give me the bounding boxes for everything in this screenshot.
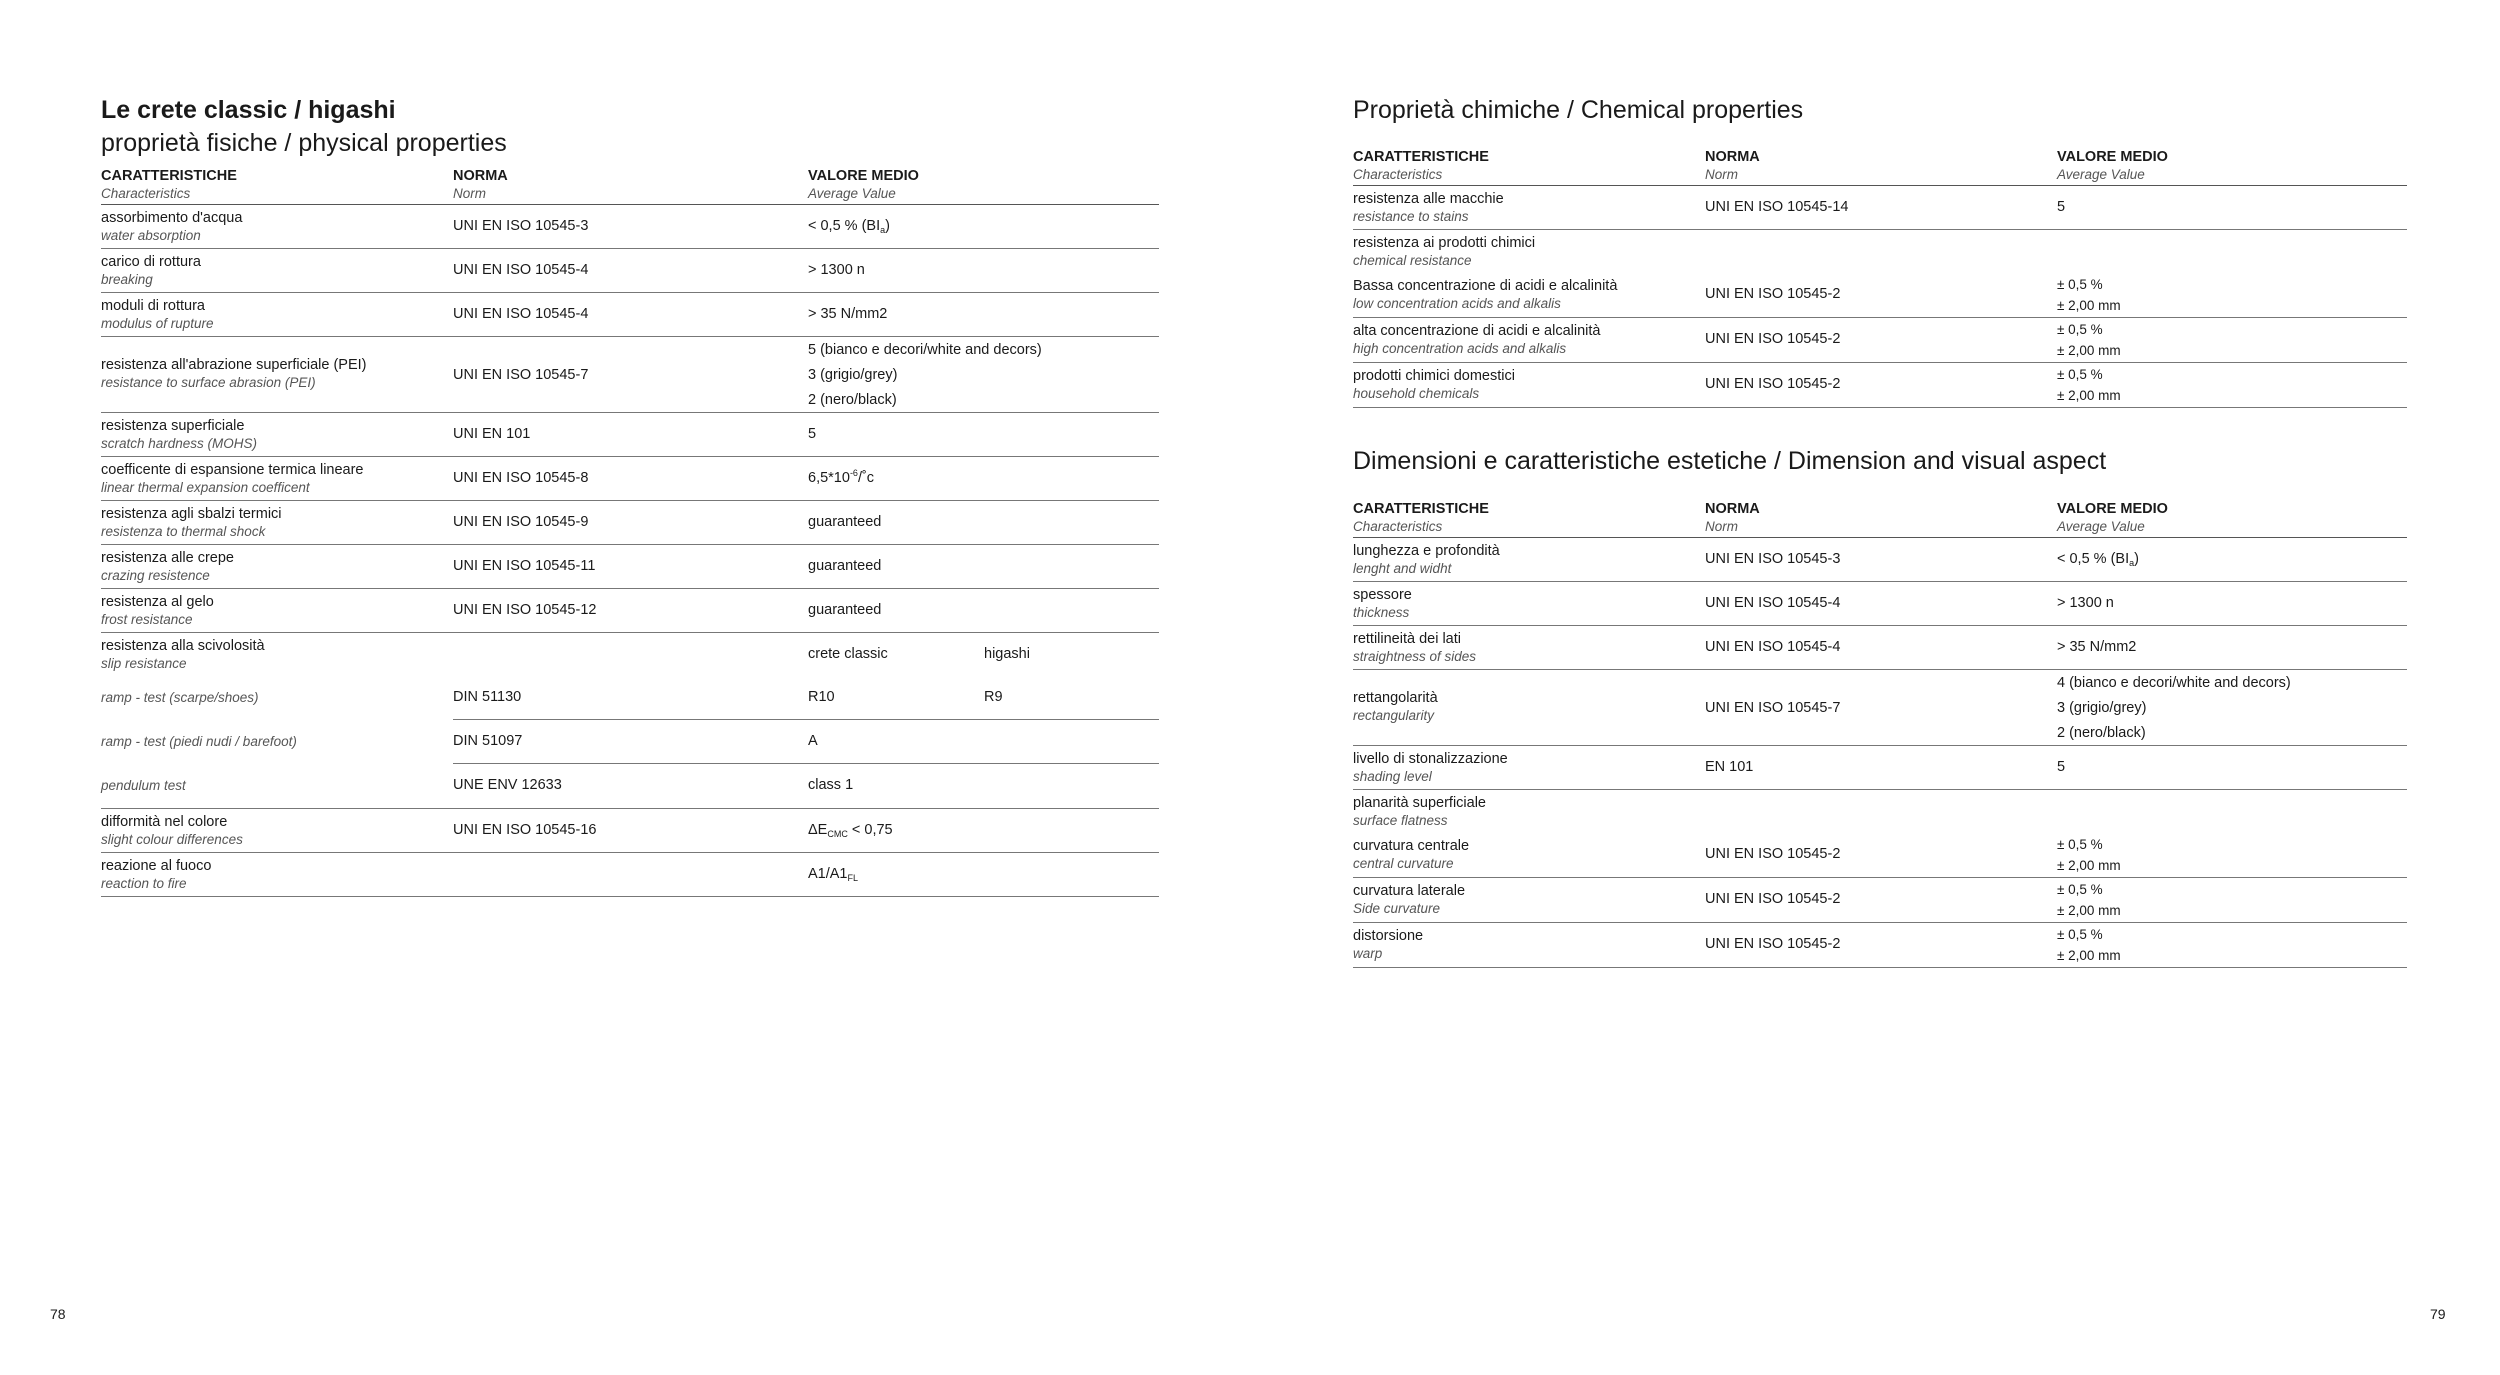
page-number-left: 78 xyxy=(50,1306,66,1322)
physical-properties-table xyxy=(101,166,1159,897)
table-header xyxy=(1353,147,2407,186)
row-norm: UNI EN ISO 10545-14 xyxy=(1705,199,1849,215)
table-row xyxy=(101,853,1159,897)
table-row xyxy=(1353,670,2407,746)
row-norm: UNI EN ISO 10545-12 xyxy=(453,602,597,618)
row-label-en: Side curvature xyxy=(1353,901,1441,916)
dimension-table xyxy=(1353,499,2407,968)
table-row xyxy=(1353,186,2407,230)
header-value-en: Average Value xyxy=(2057,167,2145,182)
row-label: curvatura centrale xyxy=(1353,838,1470,854)
row-label-en: reaction to fire xyxy=(101,876,187,891)
header-characteristics-en: Characteristics xyxy=(1353,519,1443,534)
row-label-en: modulus of rupture xyxy=(101,316,214,331)
row-label: difformità nel colore xyxy=(101,814,228,830)
header-characteristics: CARATTERISTICHE xyxy=(1353,501,1489,517)
row-value: $\Delta E_{CMC} < 0,75$ xyxy=(808,822,893,839)
chemical-group-row xyxy=(1353,230,2407,273)
row-label-en: ramp - test (scarpe/shoes) xyxy=(101,690,259,705)
row-value: R9 xyxy=(984,689,1003,705)
row-norm: UNI EN ISO 10545-2 xyxy=(1705,331,1841,347)
header-characteristics: CARATTERISTICHE xyxy=(101,168,237,184)
row-value: < 0,5 % $(BI_a)$ xyxy=(808,218,890,235)
row-value: ± 2,00 mm xyxy=(2057,858,2121,873)
row-label-en: high concentration acids and alkalis xyxy=(1353,341,1567,356)
row-value-list xyxy=(2057,834,2121,876)
row-norm: UNI EN ISO 10545-4 xyxy=(453,262,589,278)
row-label: coefficente di espansione termica lineare xyxy=(101,462,364,478)
row-label-en: rectangularity xyxy=(1353,708,1435,723)
table-row xyxy=(101,764,1159,809)
row-norm: UNI EN ISO 10545-2 xyxy=(1705,286,1841,302)
table-row xyxy=(101,293,1159,337)
row-label: moduli di rottura xyxy=(101,298,205,314)
row-value: 4 (bianco e decori/white and decors) xyxy=(2057,675,2291,691)
row-label: resistenza agli sbalzi termici xyxy=(101,506,282,522)
row-value: > 1300 n xyxy=(2057,595,2114,611)
chemical-properties-table xyxy=(1353,147,2407,408)
table-header xyxy=(1353,499,2407,538)
header-norm-en: Norm xyxy=(453,186,486,201)
row-label-en: breaking xyxy=(101,272,153,287)
row-norm: UNI EN ISO 10545-2 xyxy=(1705,376,1841,392)
row-label: planarità superficiale xyxy=(1353,795,1486,811)
table-row xyxy=(101,589,1159,633)
row-norm: UNI EN ISO 10545-2 xyxy=(1705,846,1841,862)
header-value: VALORE MEDIO xyxy=(2057,149,2168,165)
header-norm-en: Norm xyxy=(1705,519,1738,534)
row-label-en: water absorption xyxy=(101,228,201,243)
row-label: curvatura laterale xyxy=(1353,883,1466,899)
table-row xyxy=(101,809,1159,853)
row-value-list xyxy=(2057,879,2121,921)
row-label: livello di stonalizzazione xyxy=(1353,751,1508,767)
right-page xyxy=(1353,0,2407,1375)
row-norm: UNI EN ISO 10545-11 xyxy=(453,558,596,574)
row-norm: UNI EN ISO 10545-7 xyxy=(1705,700,1841,716)
row-norm: UNI EN ISO 10545-9 xyxy=(453,514,589,530)
row-value: $A1/A1_{FL}$ xyxy=(808,866,859,883)
header-norm: NORMA xyxy=(1705,501,1760,517)
row-label: resistenza superficiale xyxy=(101,418,245,434)
row-label: resistenza alla scivolosità xyxy=(101,638,265,654)
header-value-en: Average Value xyxy=(808,186,896,201)
row-value-list xyxy=(2057,274,2121,316)
row-label: assorbimento d'acqua xyxy=(101,210,243,226)
table-row xyxy=(101,676,1159,720)
table-row xyxy=(101,720,1159,764)
row-norm: UNI EN ISO 10545-4 xyxy=(453,306,589,322)
row-value-list xyxy=(2057,671,2291,746)
row-value: ± 0,5 % xyxy=(2057,927,2103,942)
row-label-en: resistance to surface abrasion (PEI) xyxy=(101,375,316,390)
row-norm: DIN 51130 xyxy=(453,689,522,705)
row-value: ± 0,5 % xyxy=(2057,837,2103,852)
table-row xyxy=(101,249,1159,293)
table-row xyxy=(101,457,1159,501)
row-value: R10 xyxy=(808,689,835,705)
row-value: ± 2,00 mm xyxy=(2057,298,2121,313)
row-label: resistenza all'abrazione superficiale (PEI) xyxy=(101,357,367,373)
row-label: resistenza ai prodotti chimici xyxy=(1353,235,1536,251)
row-value: ± 2,00 mm xyxy=(2057,948,2121,963)
left-title: Le crete classic / higashi xyxy=(101,96,396,124)
table-row xyxy=(101,413,1159,457)
row-value: guaranteed xyxy=(808,602,882,618)
row-label-en: central curvature xyxy=(1353,856,1454,871)
row-value: ± 2,00 mm xyxy=(2057,903,2121,918)
row-value: 5 (bianco e decori/white and decors) xyxy=(808,342,1042,358)
row-label: rettangolarità xyxy=(1353,690,1438,706)
row-value: < 0,5 % $(BI_a)$ xyxy=(2057,551,2139,568)
row-value: ± 2,00 mm xyxy=(2057,343,2121,358)
row-label-en: resistenza to thermal shock xyxy=(101,524,266,539)
row-value: 2 (nero/black) xyxy=(2057,725,2146,741)
row-label-en: shading level xyxy=(1353,769,1432,784)
row-label-en: frost resistance xyxy=(101,612,193,627)
table-row xyxy=(101,205,1159,249)
row-label: carico di rottura xyxy=(101,254,201,270)
header-norm: NORMA xyxy=(1705,149,1760,165)
row-value: ± 0,5 % xyxy=(2057,367,2103,382)
slip-col-higashi: higashi xyxy=(984,646,1030,662)
row-value: 5 xyxy=(2057,199,2066,215)
table-row xyxy=(101,501,1159,545)
row-norm: UNI EN ISO 10545-2 xyxy=(1705,936,1841,952)
header-value: VALORE MEDIO xyxy=(808,168,919,184)
row-label-en: straightness of sides xyxy=(1353,649,1477,664)
table-row xyxy=(1353,582,2407,626)
row-label-en: slip resistance xyxy=(101,656,187,671)
page-number-right: 79 xyxy=(2430,1306,2446,1322)
row-value-list xyxy=(2057,924,2121,966)
row-value: ± 0,5 % xyxy=(2057,277,2103,292)
header-norm: NORMA xyxy=(453,168,508,184)
left-subtitle: proprietà fisiche / physical properties xyxy=(101,129,507,157)
table-row xyxy=(1353,626,2407,670)
row-norm: UNI EN ISO 10545-4 xyxy=(1705,595,1841,611)
row-label-en: resistance to stains xyxy=(1353,209,1469,224)
row-value-list xyxy=(2057,319,2121,361)
row-value: A xyxy=(808,733,818,749)
row-label: resistenza alle crepe xyxy=(101,550,234,566)
row-label-en: linear thermal expansion coefficent xyxy=(101,480,310,495)
row-label-en: ramp - test (piedi nudi / barefoot) xyxy=(101,734,297,749)
row-norm: UNI EN ISO 10545-7 xyxy=(453,367,589,383)
table-row xyxy=(101,545,1159,589)
row-value: class 1 xyxy=(808,777,854,793)
row-label: spessore xyxy=(1353,587,1412,603)
table-row xyxy=(1353,318,2407,363)
row-value: 3 (grigio/grey) xyxy=(808,367,898,383)
header-characteristics-en: Characteristics xyxy=(1353,167,1443,182)
table-row xyxy=(1353,746,2407,790)
row-value: ± 2,00 mm xyxy=(2057,388,2121,403)
row-value: $6,5*10^{-6}/˚c$ xyxy=(808,468,875,486)
header-characteristics-en: Characteristics xyxy=(101,186,191,201)
row-value: 5 xyxy=(808,426,817,442)
dimension-title: Dimensioni e caratteristiche estetiche / Dimension and visual aspect xyxy=(1353,447,2107,475)
row-value: ± 0,5 % xyxy=(2057,322,2103,337)
header-value: VALORE MEDIO xyxy=(2057,501,2168,517)
table-row xyxy=(101,337,1159,413)
row-value: 3 (grigio/grey) xyxy=(2057,700,2147,716)
row-value: > 35 N/mm2 xyxy=(2057,639,2137,655)
slip-col-crete-classic: crete classic xyxy=(808,646,888,662)
table-row xyxy=(1353,538,2407,582)
row-norm: UNI EN 101 xyxy=(453,426,531,442)
table-row xyxy=(1353,363,2407,408)
row-value: guaranteed xyxy=(808,558,882,574)
row-label: alta concentrazione di acidi e alcalinità xyxy=(1353,323,1601,339)
flatness-group-row xyxy=(1353,790,2407,833)
row-value: guaranteed xyxy=(808,514,882,530)
row-label: Bassa concentrazione di acidi e alcalinità xyxy=(1353,278,1618,294)
row-norm: UNI EN ISO 10545-4 xyxy=(1705,639,1841,655)
row-label-en: household chemicals xyxy=(1353,386,1480,401)
row-norm: UNI EN ISO 10545-16 xyxy=(453,822,597,838)
row-label-en: warp xyxy=(1353,946,1383,961)
table-row xyxy=(1353,273,2407,318)
row-label: resistenza al gelo xyxy=(101,594,214,610)
row-label-en: crazing resistence xyxy=(101,568,210,583)
row-label-en: slight colour differences xyxy=(101,832,243,847)
row-label-en: surface flatness xyxy=(1353,813,1448,828)
row-label-en: thickness xyxy=(1353,605,1410,620)
row-label: reazione al fuoco xyxy=(101,858,212,874)
row-value: 2 (nero/black) xyxy=(808,392,897,408)
row-value: > 35 N/mm2 xyxy=(808,306,888,322)
chemical-title: Proprietà chimiche / Chemical properties xyxy=(1353,96,1804,124)
header-value-en: Average Value xyxy=(2057,519,2145,534)
left-page xyxy=(101,0,1159,1375)
row-value: 5 xyxy=(2057,759,2066,775)
row-label: rettilineità dei lati xyxy=(1353,631,1461,647)
row-norm: UNI EN ISO 10545-8 xyxy=(453,470,589,486)
row-label-en: scratch hardness (MOHS) xyxy=(101,436,258,451)
row-value-list xyxy=(808,338,1042,413)
row-norm: UNI EN ISO 10545-3 xyxy=(1705,551,1841,567)
row-label: resistenza alle macchie xyxy=(1353,191,1504,207)
row-value: > 1300 n xyxy=(808,262,865,278)
row-norm: UNE ENV 12633 xyxy=(453,777,562,793)
row-norm: UNI EN ISO 10545-3 xyxy=(453,218,589,234)
row-value-list xyxy=(2057,364,2121,406)
table-row xyxy=(1353,923,2407,968)
table-header xyxy=(101,166,1159,205)
row-label-en: lenght and widht xyxy=(1353,561,1452,576)
row-label: lunghezza e profondità xyxy=(1353,543,1500,559)
row-norm: UNI EN ISO 10545-2 xyxy=(1705,891,1841,907)
table-row xyxy=(1353,878,2407,923)
row-norm: EN 101 xyxy=(1705,759,1754,775)
row-label: distorsione xyxy=(1353,928,1424,944)
table-row xyxy=(1353,833,2407,878)
slip-group-row xyxy=(101,633,1159,676)
header-norm-en: Norm xyxy=(1705,167,1738,182)
row-label-en: pendulum test xyxy=(101,778,186,793)
header-characteristics: CARATTERISTICHE xyxy=(1353,149,1489,165)
row-label-en: chemical resistance xyxy=(1353,253,1472,268)
row-label-en: low concentration acids and alkalis xyxy=(1353,296,1561,311)
row-value: ± 0,5 % xyxy=(2057,882,2103,897)
row-norm: DIN 51097 xyxy=(453,733,523,749)
row-label: prodotti chimici domestici xyxy=(1353,368,1515,384)
